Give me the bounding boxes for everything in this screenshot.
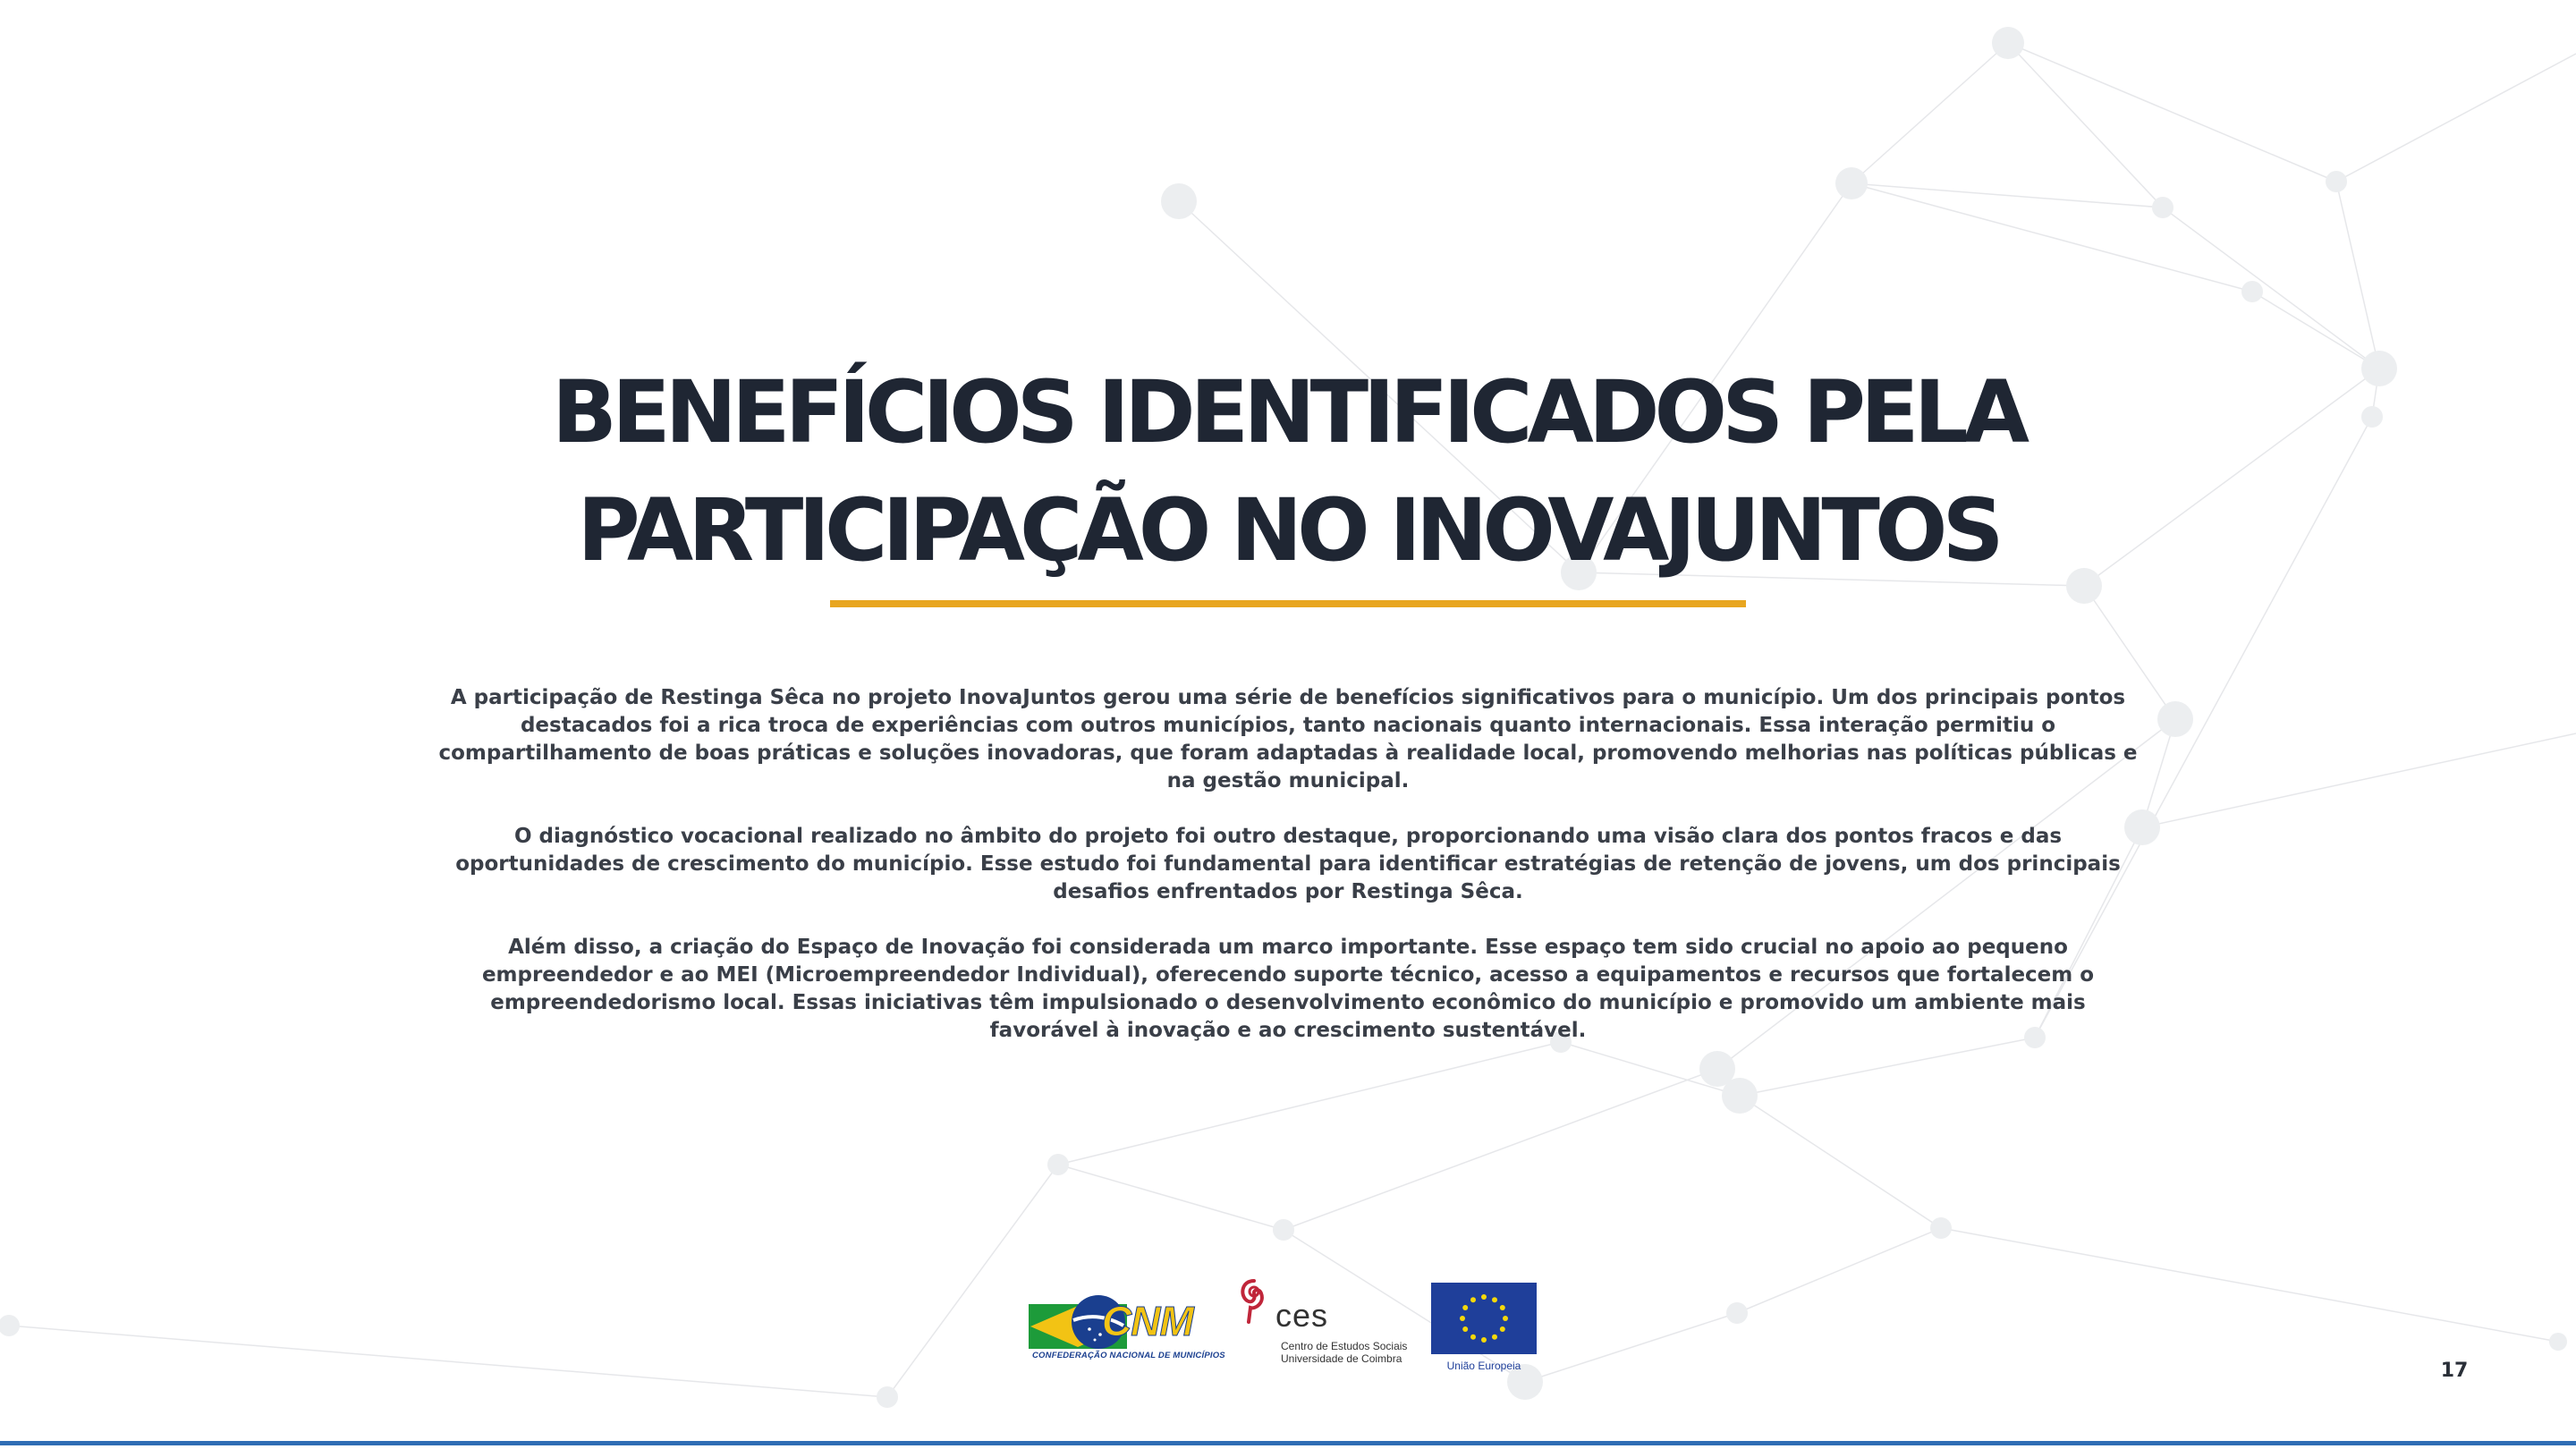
page-title bbox=[0, 353, 2576, 589]
paragraph-benefits: A participação de Restinga Sêca no projeto InovaJuntos gerou uma série de benefícios significativos para o município. Um dos principais pontos destacados foi a rica troca de experiências com outros municípios, tanto nacionais quanto internacionais. Essa interação permitiu o compartilhamento de boas práticas e soluções inovadoras, que foram adaptadas à realidade local, promovendo melhorias nas políticas públicas e na gestão municipal. bbox=[438, 686, 2138, 792]
page-number: 17 bbox=[2440, 1360, 2469, 1382]
cnm-logo bbox=[1029, 1293, 1225, 1365]
ces-subtitle-line-1: Centro de Estudos Sociais bbox=[1281, 1340, 1408, 1352]
cnm-subtitle: CONFEDERAÇÃO NACIONAL DE MUNICÍPIOS bbox=[1032, 1351, 1225, 1360]
ces-subtitle-line-2: Universidade de Coimbra bbox=[1281, 1352, 1402, 1365]
ces-subtitle bbox=[1281, 1340, 1407, 1365]
title-line-2: PARTICIPAÇÃO NO INOVAJUNTOS bbox=[577, 480, 1999, 580]
eu-logo bbox=[1431, 1283, 1537, 1376]
footer-bar bbox=[0, 1441, 2576, 1445]
body-text bbox=[438, 684, 2138, 1072]
eu-subtitle: União Europeia bbox=[1446, 1360, 1521, 1372]
paragraph-innovation-space: Além disso, a criação do Espaço de Inovação foi considerada um marco importante. Esse espaço tem sido crucial no apoio ao pequeno empreendedor e ao MEI (Microempreendedor Individual), oferecendo suporte técnico, acesso a equipamentos e recursos que fortalecem o empreendedorismo local. Essas iniciativas têm impulsionado o desenvolvimento econômico do município e promovido um ambiente mais favorável à inovação e ao crescimento sustentável. bbox=[481, 936, 2095, 1042]
partner-logos bbox=[1029, 1277, 1547, 1376]
title-line-1: BENEFÍCIOS IDENTIFICADOS PELA bbox=[551, 362, 2025, 462]
ces-wordmark: ces bbox=[1275, 1297, 1329, 1334]
title-underline bbox=[830, 600, 1746, 607]
ces-mark-icon bbox=[1236, 1277, 1272, 1324]
ces-logo bbox=[1236, 1277, 1408, 1376]
paragraph-diagnostic: O diagnóstico vocacional realizado no âmbito do projeto foi outro destaque, proporcionando uma visão clara dos pontos fracos e das oportunidades de crescimento do município. Esse estudo foi fundamental para identificar estratégias de retenção de jovens, um dos principais desafios enfrentados por Restinga Sêca. bbox=[455, 825, 2121, 903]
cnm-wordmark: CNM bbox=[1102, 1298, 1193, 1344]
eu-flag-icon bbox=[1431, 1283, 1537, 1354]
